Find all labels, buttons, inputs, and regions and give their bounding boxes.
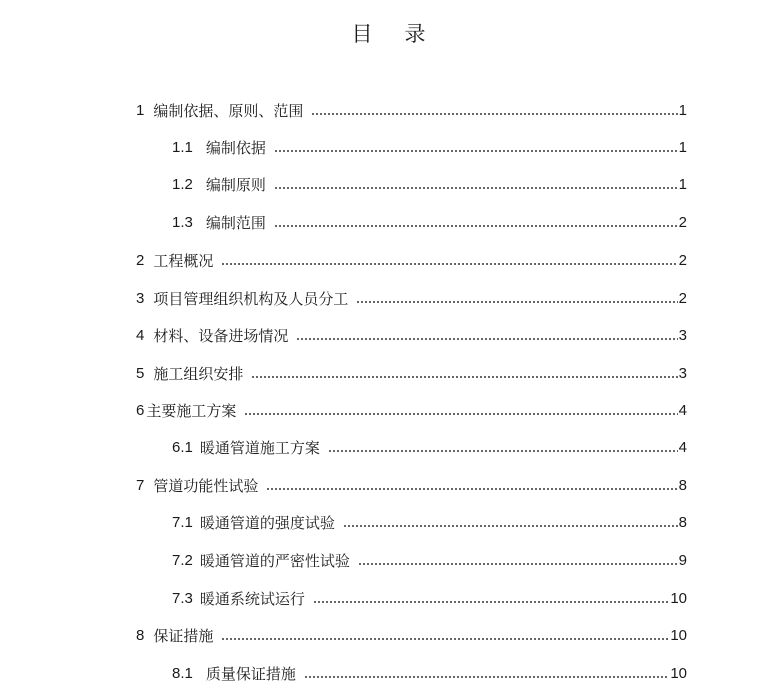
toc-entry-label: 暖通管道施工方案 xyxy=(199,438,320,457)
toc-dot-leader xyxy=(358,563,678,565)
toc-entry-label: 材料、设备进场情况 xyxy=(153,326,289,345)
toc-entry-number: 1 xyxy=(136,101,145,119)
toc-dot-leader xyxy=(343,525,678,527)
toc-entry-page: 3 xyxy=(678,364,687,382)
toc-entry-number: 7.1 xyxy=(172,513,193,531)
toc-entry-label: 编制依据、原则、范围 xyxy=(153,101,304,120)
toc-dot-leader xyxy=(266,488,677,490)
toc-entry-page: 1 xyxy=(678,101,687,119)
toc-dot-leader xyxy=(221,263,677,265)
toc-dot-leader xyxy=(313,601,669,603)
toc-entry-number: 1.1 xyxy=(172,138,193,156)
toc-entry-label: 暖通系统试运行 xyxy=(199,589,305,608)
toc-entry-page: 10 xyxy=(670,626,687,644)
toc-entry-number: 2 xyxy=(136,251,145,269)
toc-entry-page: 8 xyxy=(678,513,687,531)
toc-entry-page: 4 xyxy=(678,438,687,456)
toc-entry-page: 2 xyxy=(678,213,687,231)
toc-dot-leader xyxy=(274,225,678,227)
toc-dot-leader xyxy=(274,187,678,189)
toc-entry-label: 暖通管道的严密性试验 xyxy=(199,551,350,570)
toc-entry[interactable] xyxy=(136,399,687,421)
toc-entry[interactable] xyxy=(172,173,687,195)
toc-entry-label: 编制范围 xyxy=(205,213,266,232)
toc-entry-page: 3 xyxy=(678,326,687,344)
toc-entry-label: 质量保证措施 xyxy=(205,664,296,683)
toc-entry-label: 主要施工方案 xyxy=(146,401,237,420)
toc-dot-leader xyxy=(311,113,677,115)
toc-dot-leader xyxy=(221,638,669,640)
toc-entry-page: 9 xyxy=(678,551,687,569)
toc-entry[interactable] xyxy=(172,436,687,458)
toc-entry-label: 暖通管道的强度试验 xyxy=(199,513,335,532)
toc-entry-page: 10 xyxy=(670,664,687,682)
toc-entry[interactable] xyxy=(172,662,687,684)
toc-entry-number: 6.1 xyxy=(172,438,193,456)
toc-dot-leader xyxy=(274,150,678,152)
toc-dot-leader xyxy=(328,450,678,452)
toc-entry-page: 2 xyxy=(678,289,687,307)
toc-entry[interactable] xyxy=(172,549,687,571)
toc-entry-number: 7 xyxy=(136,476,145,494)
toc-entry-number: 5 xyxy=(136,364,145,382)
toc-entry[interactable] xyxy=(136,287,687,309)
toc-entry[interactable] xyxy=(136,99,687,121)
title-char-2: 录 xyxy=(404,22,428,46)
toc-entry[interactable] xyxy=(136,362,687,384)
toc-entry-number: 8 xyxy=(136,626,145,644)
toc-dot-leader xyxy=(251,376,677,378)
toc-entry[interactable] xyxy=(172,211,687,233)
toc-entry[interactable] xyxy=(172,511,687,533)
toc-dot-leader xyxy=(356,301,677,303)
toc-entry[interactable] xyxy=(136,324,687,346)
toc-entry-label: 施工组织安排 xyxy=(153,364,244,383)
toc-entry-number: 1.2 xyxy=(172,175,193,193)
toc-entry-page: 1 xyxy=(678,175,687,193)
toc-dot-leader xyxy=(244,413,677,415)
toc-entry-page: 2 xyxy=(678,251,687,269)
title-char-1: 目 xyxy=(351,22,375,46)
toc-entry-label: 编制原则 xyxy=(205,175,266,194)
toc-entry[interactable] xyxy=(136,249,687,271)
toc-dot-leader xyxy=(296,338,677,340)
toc-entry-number: 4 xyxy=(136,326,145,344)
toc-entry-label: 项目管理组织机构及人员分工 xyxy=(153,289,349,308)
toc-entry[interactable] xyxy=(172,136,687,158)
toc-entry[interactable] xyxy=(136,474,687,496)
toc-entry-number: 6 xyxy=(136,401,145,419)
toc-entry-number: 7.2 xyxy=(172,551,193,569)
toc-dot-leader xyxy=(304,676,669,678)
toc-entry-page: 4 xyxy=(678,401,687,419)
toc-entry-number: 8.1 xyxy=(172,664,193,682)
toc-entry-number: 3 xyxy=(136,289,145,307)
toc-entry-number: 7.3 xyxy=(172,589,193,607)
toc-entry-number: 1.3 xyxy=(172,213,193,231)
toc-entry-page: 8 xyxy=(678,476,687,494)
toc-entry[interactable] xyxy=(172,587,687,609)
toc-entry-label: 工程概况 xyxy=(153,251,214,270)
toc-entry-label: 管道功能性试验 xyxy=(153,476,259,495)
toc-entry-page: 1 xyxy=(678,138,687,156)
toc-entry-label: 保证措施 xyxy=(153,626,214,645)
toc-entry[interactable] xyxy=(136,624,687,646)
toc-entry-label: 编制依据 xyxy=(205,138,266,157)
toc-entry-page: 10 xyxy=(670,589,687,607)
